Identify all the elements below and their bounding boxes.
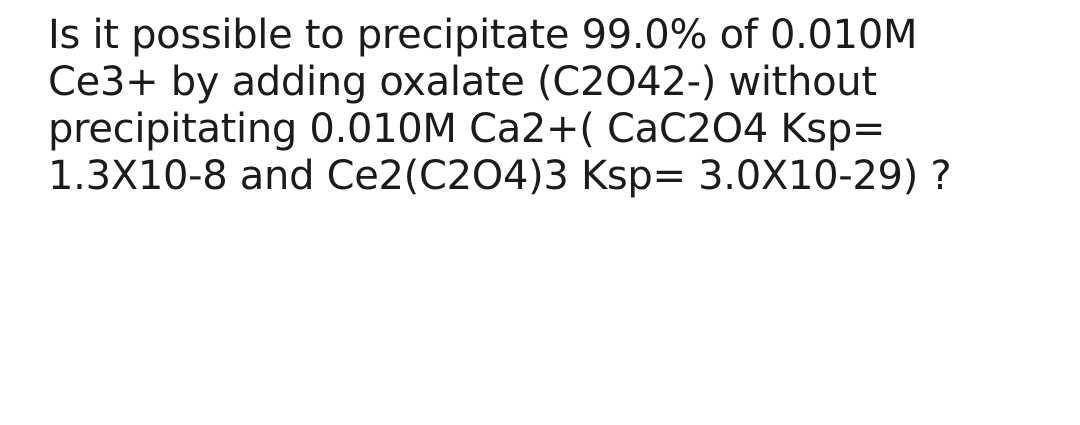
question-line-4: 1.3X10-8 and Ce2(C2O4)3 Ksp= 3.0X10-29) ? <box>48 153 952 199</box>
question-line-3: precipitating 0.010M Ca2+( CaC2O4 Ksp= <box>48 106 886 152</box>
question-text <box>48 12 1058 200</box>
question-line-2: Ce3+ by adding oxalate (C2O42-) without <box>48 59 877 105</box>
question-line-1: Is it possible to precipitate 99.0% of 0.010M <box>48 12 918 58</box>
